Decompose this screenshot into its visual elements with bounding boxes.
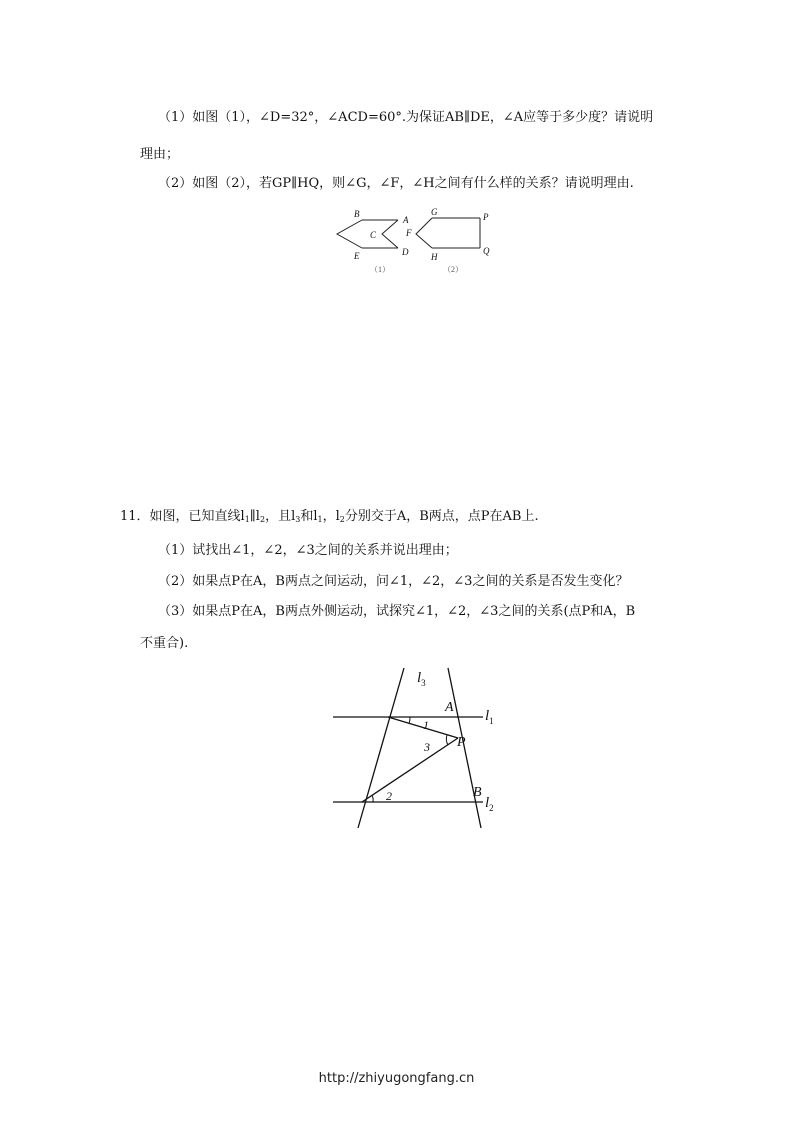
label-l1-sub: 1 — [489, 716, 494, 726]
label-angle2: 2 — [386, 789, 392, 803]
q10-part2: （2）如图（2），若GP∥HQ，则∠G，∠F，∠H之间有什么样的关系？请说明理由. — [158, 176, 634, 191]
label-l3-letter: l — [417, 670, 422, 686]
q11-part2: （2）如果点P在A，B两点之间运动，问∠1，∠2，∠3之间的关系是否发生变化？ — [158, 574, 629, 589]
fig2-label-g: G — [431, 207, 438, 217]
label-l2 — [485, 795, 494, 813]
q10-part1-line1: （1）如图（1），∠D=32°，∠ACD=60°.为保证AB∥DE，∠A应等于多少度？请说明 — [158, 110, 654, 125]
q11-stem-sub-2a: 2 — [259, 515, 266, 524]
footer-url[interactable]: http://zhiyugongfang.cn — [318, 1071, 475, 1086]
label-l3 — [417, 670, 426, 688]
label-angle1: 1 — [423, 718, 429, 732]
q11-part3-line2: 不重合). — [140, 636, 189, 651]
fig1-label-a: A — [403, 215, 409, 225]
q11-stem-e: ，l — [322, 509, 340, 524]
label-l1 — [485, 708, 494, 726]
q11-stem-sub-2b: 2 — [339, 515, 345, 524]
q11-figure — [325, 662, 515, 834]
label-angle3: 3 — [424, 740, 430, 754]
fig1-caption: （1） — [370, 265, 390, 274]
fig1-inner-lines — [382, 220, 398, 248]
label-a: A — [445, 700, 454, 715]
fig1-outer-lines — [337, 220, 362, 248]
q11-stem-sub-1a: 1 — [244, 515, 250, 524]
label-p: P — [457, 735, 466, 750]
label-l1-letter: l — [485, 708, 490, 724]
label-l2-letter: l — [485, 795, 490, 811]
q11-stem-sub-1b: 1 — [317, 515, 323, 524]
segment-p-lower — [362, 738, 458, 802]
q11-part1: （1）试找出∠1，∠2，∠3之间的关系并说出理由； — [158, 543, 458, 558]
q11-stem-d: 和l — [300, 509, 318, 524]
q11-stem-f: 分别交于A，B两点，点P在AB上. — [344, 509, 539, 524]
label-l3-sub: 3 — [421, 678, 426, 688]
angle3-arc — [446, 735, 448, 745]
q11-part3-line1: （3）如果点P在A，B两点外侧运动，试探究∠1，∠2，∠3之间的关系(点P和A，B — [158, 604, 636, 619]
q11-stem-sub-3: 3 — [295, 515, 301, 524]
q11-stem-b: ∥l — [249, 509, 260, 524]
fig1-label-b: B — [354, 209, 360, 219]
fig2-caption: （2） — [443, 265, 463, 274]
fig1-label-e: E — [354, 251, 360, 261]
fig2-fold-lines — [416, 218, 432, 248]
label-l2-sub: 2 — [489, 803, 494, 813]
q10-figures — [330, 204, 500, 282]
fig1-label-d: D — [402, 247, 409, 257]
q11-stem-c: ，且l — [265, 509, 296, 524]
angle2-arc — [372, 795, 373, 802]
fig2-label-q: Q — [483, 246, 490, 256]
q11-stem — [120, 509, 539, 528]
fig2-label-h: H — [431, 252, 438, 262]
fig2-label-p: P — [483, 212, 489, 222]
q11-stem-a: 11．如图，已知直线l — [120, 509, 245, 524]
line-l3 — [358, 668, 404, 828]
fig2-label-f: F — [406, 228, 412, 238]
q10-part1-line2: 理由； — [140, 147, 180, 162]
label-b: B — [473, 785, 482, 800]
fig1-label-c: C — [370, 230, 377, 240]
